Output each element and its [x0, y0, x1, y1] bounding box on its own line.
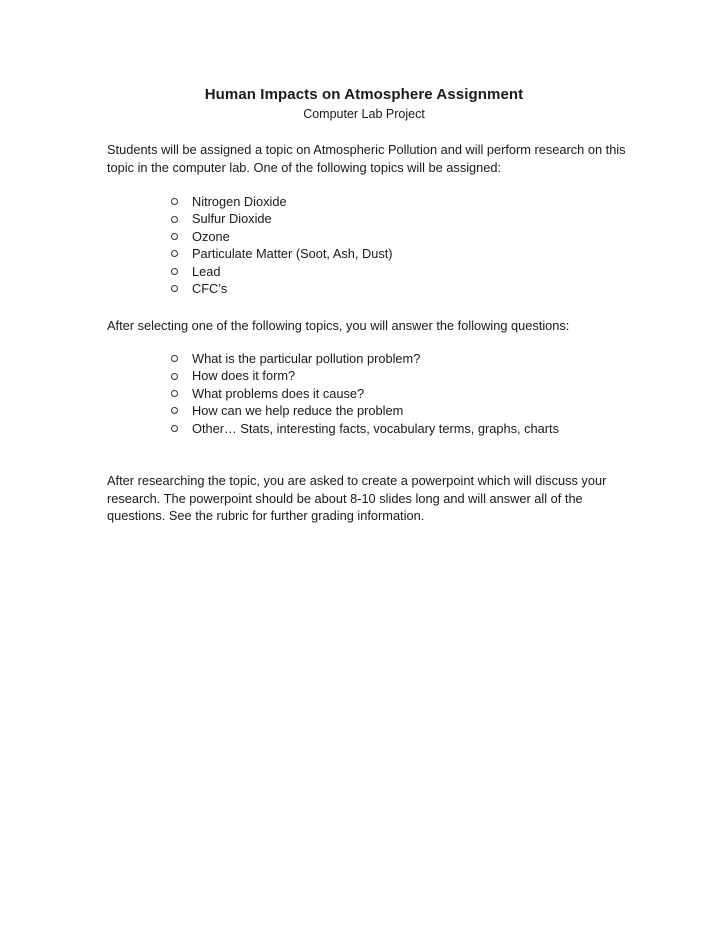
questions-intro-paragraph: After selecting one of the following topics, you will answer the following questions:	[107, 318, 570, 333]
list-item	[171, 385, 559, 402]
list-item	[171, 420, 559, 437]
bullet-icon	[171, 355, 178, 362]
topic-label: CFC’s	[192, 281, 228, 297]
topic-label: Nitrogen Dioxide	[192, 194, 287, 209]
bullet-icon	[171, 198, 178, 205]
topic-label: Sulfur Dioxide	[192, 211, 272, 227]
bullet-icon	[171, 373, 178, 380]
topic-label: Ozone	[192, 228, 230, 244]
document-title: Human Impacts on Atmosphere Assignment	[204, 86, 524, 103]
question-label: How can we help reduce the problem	[192, 403, 404, 419]
question-label: What problems does it cause?	[192, 385, 365, 401]
list-item	[171, 228, 393, 245]
list-item	[171, 210, 393, 227]
document-subtitle: Computer Lab Project	[303, 107, 425, 121]
list-item	[171, 245, 393, 262]
questions-list	[171, 350, 559, 437]
closing-paragraph: After researching the topic, you are asked to create a powerpoint which will discuss your research. The powerpoint should be about 8-10 slides long and will answer all of the questions. See the rubric for further grading information.	[107, 473, 607, 523]
topic-label: Lead	[192, 263, 221, 279]
question-label: How does it form?	[192, 368, 296, 384]
topic-label: Particulate Matter (Soot, Ash, Dust)	[192, 246, 393, 262]
list-item	[171, 402, 559, 419]
list-item	[171, 367, 559, 384]
bullet-icon	[171, 407, 178, 414]
bullet-icon	[171, 425, 178, 432]
topics-list	[171, 193, 393, 297]
bullet-icon	[171, 390, 178, 397]
bullet-icon	[171, 285, 178, 292]
bullet-icon	[171, 216, 178, 223]
intro-paragraph: Students will be assigned a topic on Atmospheric Pollution and will perform research on this topic in the computer lab. One of the following topics will be assigned:	[107, 142, 626, 175]
list-item	[171, 280, 393, 297]
question-label: What is the particular pollution problem?	[192, 351, 421, 366]
bullet-icon	[171, 268, 178, 275]
list-item	[171, 263, 393, 280]
list-item	[171, 193, 393, 210]
bullet-icon	[171, 233, 178, 240]
question-label: Other… Stats, interesting facts, vocabulary terms, graphs, charts	[192, 420, 559, 436]
bullet-icon	[171, 250, 178, 257]
list-item	[171, 350, 559, 367]
